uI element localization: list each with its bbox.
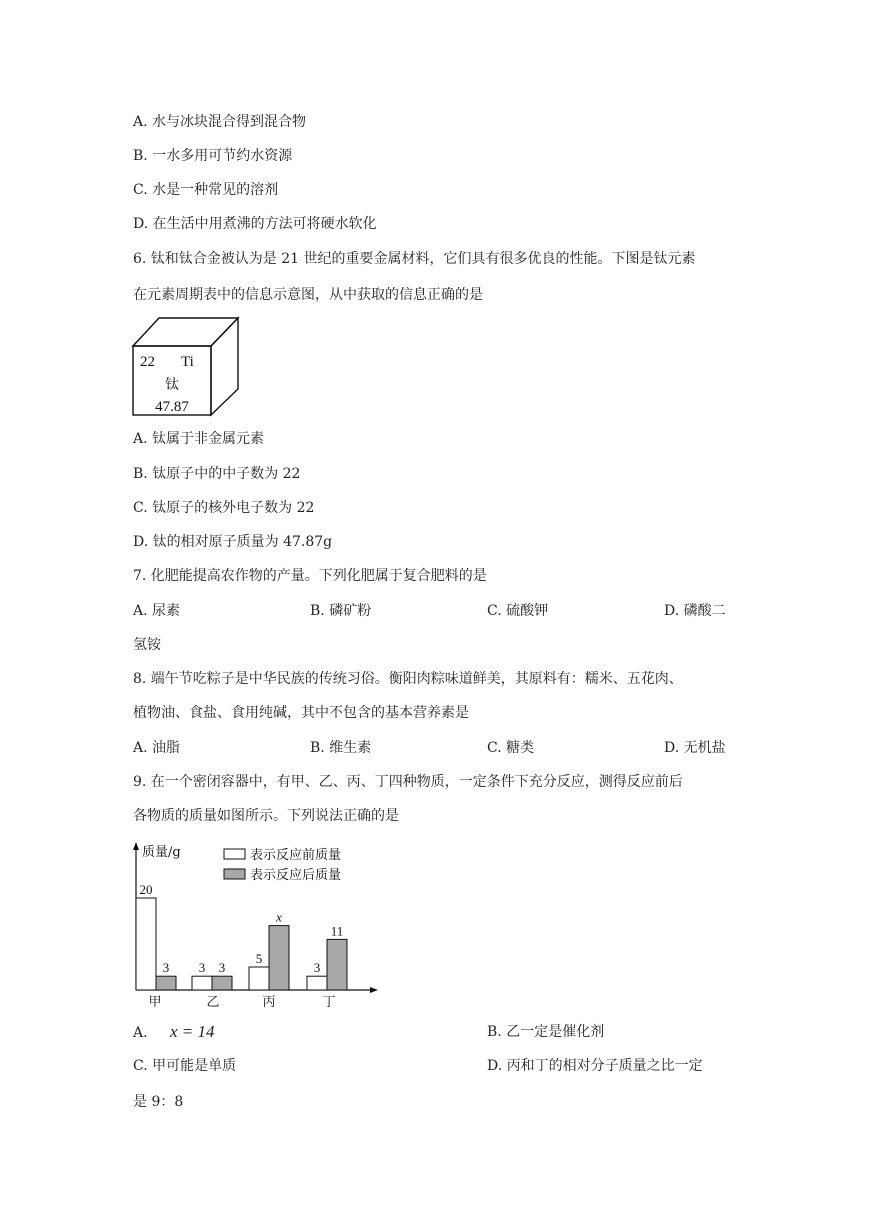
bar-before-4 [307,976,327,990]
element-cube-figure [126,312,246,420]
q9-option-d-wrap: 是 9：8 [133,1094,184,1110]
q7-option-a: A. 尿素 [133,603,181,619]
q7-option-d: D. 磷酸二 [664,603,726,619]
q9-stem-line1: 9. 在一个密闭容器中，有甲、乙、丙、丁四种物质，一定条件下充分反应，测得反应前后 [133,774,683,790]
q7-stem: 7. 化肥能提高农作物的产量。下列化肥属于复合肥料的是 [133,568,487,584]
x-axis-arrow [370,987,378,993]
q6-stem-line2: 在元素周期表中的信息示意图，从中获取的信息正确的是 [133,287,483,303]
bar-label-before-2: 3 [198,960,206,976]
category-label-3: 丙 [262,995,276,1010]
q8-stem-line1: 8. 端午节吃粽子是中华民族的传统习俗。衡阳肉粽味道鲜美，其原料有：糯米、五花肉、 [133,671,683,687]
q5-option-a: A. 水与冰块混合得到混合物 [133,114,307,130]
category-label-1: 甲 [148,995,162,1010]
legend-label-before: 表示反应前质量 [250,848,342,863]
bar-after-2 [212,976,232,990]
q9-stem-line2: 各物质的质量如图所示。下列说法正确的是 [133,808,399,824]
q6-stem-line1: 6. 钛和钛合金被认为是 21 世纪的重要金属材料，它们具有很多优良的性能。下图是钛元素 [133,251,696,267]
bar-label-after-2: 3 [218,960,226,976]
q6-option-a: A. 钛属于非金属元素 [133,431,265,447]
q9-option-a [133,1022,215,1043]
y-axis-arrow [133,842,139,850]
q6-option-d: D. 钛的相对原子质量为 47.87g [133,534,333,550]
q8-option-c: C. 糖类 [487,740,535,756]
q8-option-d: D. 无机盐 [664,740,726,756]
bar-label-before-1: 20 [139,882,153,897]
bar-after-1 [156,976,176,990]
q6-option-b: B. 钛原子中的中子数为 22 [133,466,301,482]
q8-option-b: B. 维生素 [310,740,372,756]
q9-option-c: C. 甲可能是单质 [133,1058,237,1074]
bar-label-before-4: 3 [313,960,321,976]
element-name: 钛 [165,377,179,393]
category-label-2: 乙 [206,995,220,1010]
bar-label-after-1: 3 [162,960,170,976]
bar-label-before-3: 5 [255,951,263,966]
q8-option-a: A. 油脂 [133,740,181,756]
bar-after-4 [327,939,347,990]
q9-option-d: D. 丙和丁的相对分子质量之比一定 [487,1058,703,1074]
q5-option-c: C. 水是一种常见的溶剂 [133,182,279,198]
bar-label-after-3: x [276,909,282,925]
mass-bar-chart [128,838,384,1014]
q7-option-d-wrap: 氢铵 [133,637,161,653]
bar-before-2 [192,976,212,990]
bar-before-3 [249,967,269,990]
q9-option-b: B. 乙一定是催化剂 [487,1024,605,1040]
bar-before-1 [136,898,156,990]
element-symbol: Ti [181,354,194,370]
legend-swatch-before [224,849,245,859]
q9-option-a-math: x = 14 [170,1022,215,1041]
q5-option-d: D. 在生活中用煮沸的方法可将硬水软化 [133,216,377,232]
legend-swatch-after [224,869,245,879]
legend-label-after: 表示反应后质量 [250,868,342,883]
atomic-mass: 47.87 [155,399,189,415]
q7-option-b: B. 磷矿粉 [310,603,372,619]
q5-option-b: B. 一水多用可节约水资源 [133,148,293,164]
q9-option-a-label: A. [133,1025,148,1041]
y-axis-label: 质量/g [142,845,181,860]
bar-label-after-4: 11 [330,923,344,939]
category-label-4: 丁 [322,995,336,1010]
q7-option-c: C. 硫酸钾 [487,603,549,619]
bar-after-3 [269,926,289,990]
atomic-number: 22 [140,354,155,370]
q6-option-c: C. 钛原子的核外电子数为 22 [133,500,315,516]
q8-stem-line2: 植物油、食盐、食用纯碱，其中不包含的基本营养素是 [133,705,469,721]
